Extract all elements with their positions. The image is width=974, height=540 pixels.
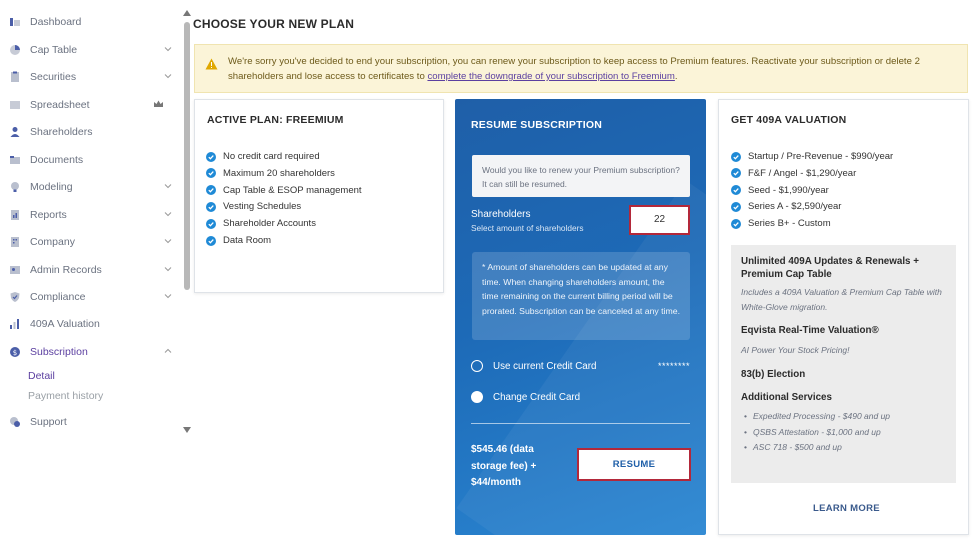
additional-item: • ASC 718 - $500 and up	[753, 442, 842, 452]
valuation-tier-label: Startup / Pre-Revenue - $990/year	[748, 151, 894, 162]
check-circle-icon	[206, 219, 216, 229]
valuation-tier-label: Series B+ - Custom	[748, 218, 831, 230]
chevron-down-icon	[164, 210, 172, 218]
resume-note: Would you like to renew your Premium subscription? It can still be resumed.	[472, 155, 690, 197]
sidebar-item-label: Securities	[30, 71, 77, 83]
valuation-tier-item	[731, 185, 829, 196]
sidebar-item-label: 409A Valuation	[30, 318, 100, 330]
valuation-title: GET 409A VALUATION	[731, 114, 847, 126]
valuation-services-panel	[731, 245, 956, 483]
shareholders-label: Shareholders	[471, 209, 531, 220]
documents-icon	[8, 153, 22, 167]
chevron-down-icon	[164, 72, 172, 80]
spreadsheet-icon	[8, 98, 22, 112]
scroll-down-arrow[interactable]	[183, 427, 191, 433]
check-circle-icon	[731, 168, 741, 178]
shareholders-sublabel: Select amount of shareholders	[471, 223, 584, 233]
sidebar-item-securities[interactable]	[8, 67, 178, 87]
sidebar-item-subscription[interactable]	[8, 342, 178, 362]
check-circle-icon	[731, 152, 741, 162]
shield-icon	[8, 290, 22, 304]
use-current-card-option[interactable]	[471, 360, 596, 372]
chevron-down-icon	[164, 265, 172, 273]
plan-feature-item	[206, 235, 271, 246]
downgrade-alert	[194, 44, 968, 93]
clipboard-icon	[8, 70, 22, 84]
shareholders-info: * Amount of shareholders can be updated at any time. When changing shareholders amount, the time remaining on the current billing period will be prorated. Subscription can be canceled at any time.	[472, 252, 690, 340]
user-icon	[8, 125, 22, 139]
valuation-tier-item	[731, 218, 831, 229]
election-title: 83(b) Election	[741, 369, 806, 380]
additional-item: • QSBS Attestation - $1,000 and up	[753, 427, 881, 437]
additional-item: • Expedited Processing - $490 and up	[753, 411, 890, 421]
chevron-down-icon	[164, 292, 172, 300]
chevron-down-icon	[164, 45, 172, 53]
sidebar-item-documents[interactable]	[8, 150, 178, 170]
sidebar-item-support[interactable]	[8, 412, 178, 432]
valuation-tier-item	[731, 151, 893, 162]
sidebar-item-label: Spreadsheet	[30, 99, 90, 111]
plan-feature-item	[206, 201, 301, 212]
chart-icon	[8, 317, 22, 331]
sidebar-item-shareholders[interactable]	[8, 122, 178, 142]
price-summary: $545.46 (data storage fee) + $44/month	[471, 444, 537, 488]
sidebar-subitem-detail[interactable]: Detail	[28, 370, 55, 382]
plan-feature-label: Data Room	[223, 235, 272, 246]
chevron-down-icon	[164, 182, 172, 190]
plan-feature-label: No credit card required	[223, 151, 320, 162]
check-circle-icon	[731, 202, 741, 212]
sidebar-item-label: Modeling	[30, 181, 73, 193]
building-icon	[8, 235, 22, 249]
alert-message	[228, 54, 957, 84]
check-circle-icon	[206, 152, 216, 162]
radio-button[interactable]	[471, 391, 483, 403]
resume-title: RESUME SUBSCRIPTION	[471, 119, 602, 131]
warning-icon	[205, 58, 218, 70]
plan-feature-label: Shareholder Accounts	[223, 218, 316, 230]
sidebar-item-compliance[interactable]	[8, 287, 178, 307]
check-circle-icon	[731, 219, 741, 229]
change-card-option[interactable]	[471, 391, 580, 403]
sidebar-item-label: Documents	[30, 154, 84, 166]
sidebar-item-409a-valuation[interactable]	[8, 314, 178, 334]
dashboard-icon	[8, 15, 22, 29]
plan-feature-item	[206, 185, 362, 196]
sidebar-item-label: Reports	[30, 209, 67, 221]
sidebar-item-label: Subscription	[30, 346, 88, 358]
sidebar-item-label: Admin Records	[30, 264, 102, 276]
plan-feature-item	[206, 168, 335, 179]
plan-feature-item	[206, 218, 316, 229]
check-circle-icon	[206, 185, 216, 195]
plan-feature-label: Vesting Schedules	[223, 201, 302, 213]
check-circle-icon	[206, 168, 216, 178]
active-plan-card	[194, 99, 444, 293]
reports-icon	[8, 208, 22, 222]
sidebar-item-label: Dashboard	[30, 16, 82, 28]
crown-icon	[153, 99, 164, 109]
sidebar-item-cap-table[interactable]	[8, 40, 178, 60]
valuation-tier-item	[731, 201, 841, 212]
alert-text: We're sorry you've decided to end your subscription, you can renew your subscription to keep access to Premium features. Reactivate your subscription or delete 2 shareholders and lose access to certificates to	[228, 56, 920, 82]
sidebar-item-dashboard[interactable]	[8, 12, 178, 32]
active-plan-title: ACTIVE PLAN: FREEMIUM	[207, 114, 344, 126]
sidebar-item-company[interactable]	[8, 232, 178, 252]
support-icon	[8, 415, 22, 429]
sidebar-item-label: Cap Table	[30, 44, 78, 56]
card-number-mask: ********	[657, 361, 690, 371]
change-card-label: Change Credit Card	[493, 391, 581, 403]
alert-end: .	[674, 71, 678, 82]
learn-more-link[interactable]: LEARN MORE	[813, 503, 880, 514]
check-circle-icon	[206, 202, 216, 212]
sidebar	[0, 0, 180, 540]
chevron-up-icon	[164, 347, 172, 355]
bulb-icon	[8, 180, 22, 194]
valuation-tier-item	[731, 168, 856, 179]
sidebar-subitem-payment-history[interactable]: Payment history	[28, 390, 104, 402]
valuation-tier-label: Seed - $1,990/year	[748, 184, 829, 196]
chevron-down-icon	[164, 237, 172, 245]
realtime-desc: AI Power Your Stock Pricing!	[741, 345, 850, 355]
sidebar-item-label: Compliance	[30, 291, 86, 303]
plan-feature-label: Cap Table & ESOP management	[223, 184, 362, 196]
valuation-tier-label: Series A - $2,590/year	[748, 201, 842, 213]
downgrade-link[interactable]: complete the downgrade of your subscription to Freemium	[427, 71, 675, 82]
plan-feature-item	[206, 151, 320, 162]
sidebar-item-label: Shareholders	[30, 126, 93, 138]
resume-subscription-card	[455, 99, 706, 535]
check-circle-icon	[206, 236, 216, 246]
divider	[471, 423, 690, 424]
scrollbar-thumb[interactable]	[184, 22, 190, 290]
svg-text:$: $	[12, 349, 18, 357]
sidebar-item-spreadsheet[interactable]	[8, 95, 178, 115]
shareholders-input[interactable]: 22	[629, 205, 690, 235]
unlimited-title: Unlimited 409A Updates & Renewals + Premium Cap Table	[741, 256, 919, 280]
plan-feature-label: Maximum 20 shareholders	[223, 167, 335, 179]
use-current-card-label: Use current Credit Card	[493, 360, 597, 372]
additional-title: Additional Services	[741, 392, 832, 403]
unlimited-desc: Includes a 409A Valuation & Premium Cap Table with White-Glove migration.	[741, 287, 942, 312]
realtime-title: Eqvista Real-Time Valuation®	[741, 325, 879, 336]
check-circle-icon	[731, 185, 741, 195]
sidebar-item-reports[interactable]	[8, 205, 178, 225]
sidebar-item-label: Company	[30, 236, 75, 248]
pie-chart-icon	[8, 43, 22, 57]
page-title: CHOOSE YOUR NEW PLAN	[193, 17, 355, 31]
resume-button[interactable]: RESUME	[577, 448, 691, 481]
dollar-icon	[8, 345, 22, 359]
scroll-up-arrow[interactable]	[183, 10, 191, 16]
sidebar-item-label: Support	[30, 416, 67, 428]
sidebar-item-modeling[interactable]	[8, 177, 178, 197]
admin-icon	[8, 263, 22, 277]
valuation-tier-label: F&F / Angel - $1,290/year	[748, 167, 857, 179]
sidebar-item-admin-records[interactable]	[8, 260, 178, 280]
radio-button[interactable]	[471, 360, 483, 372]
